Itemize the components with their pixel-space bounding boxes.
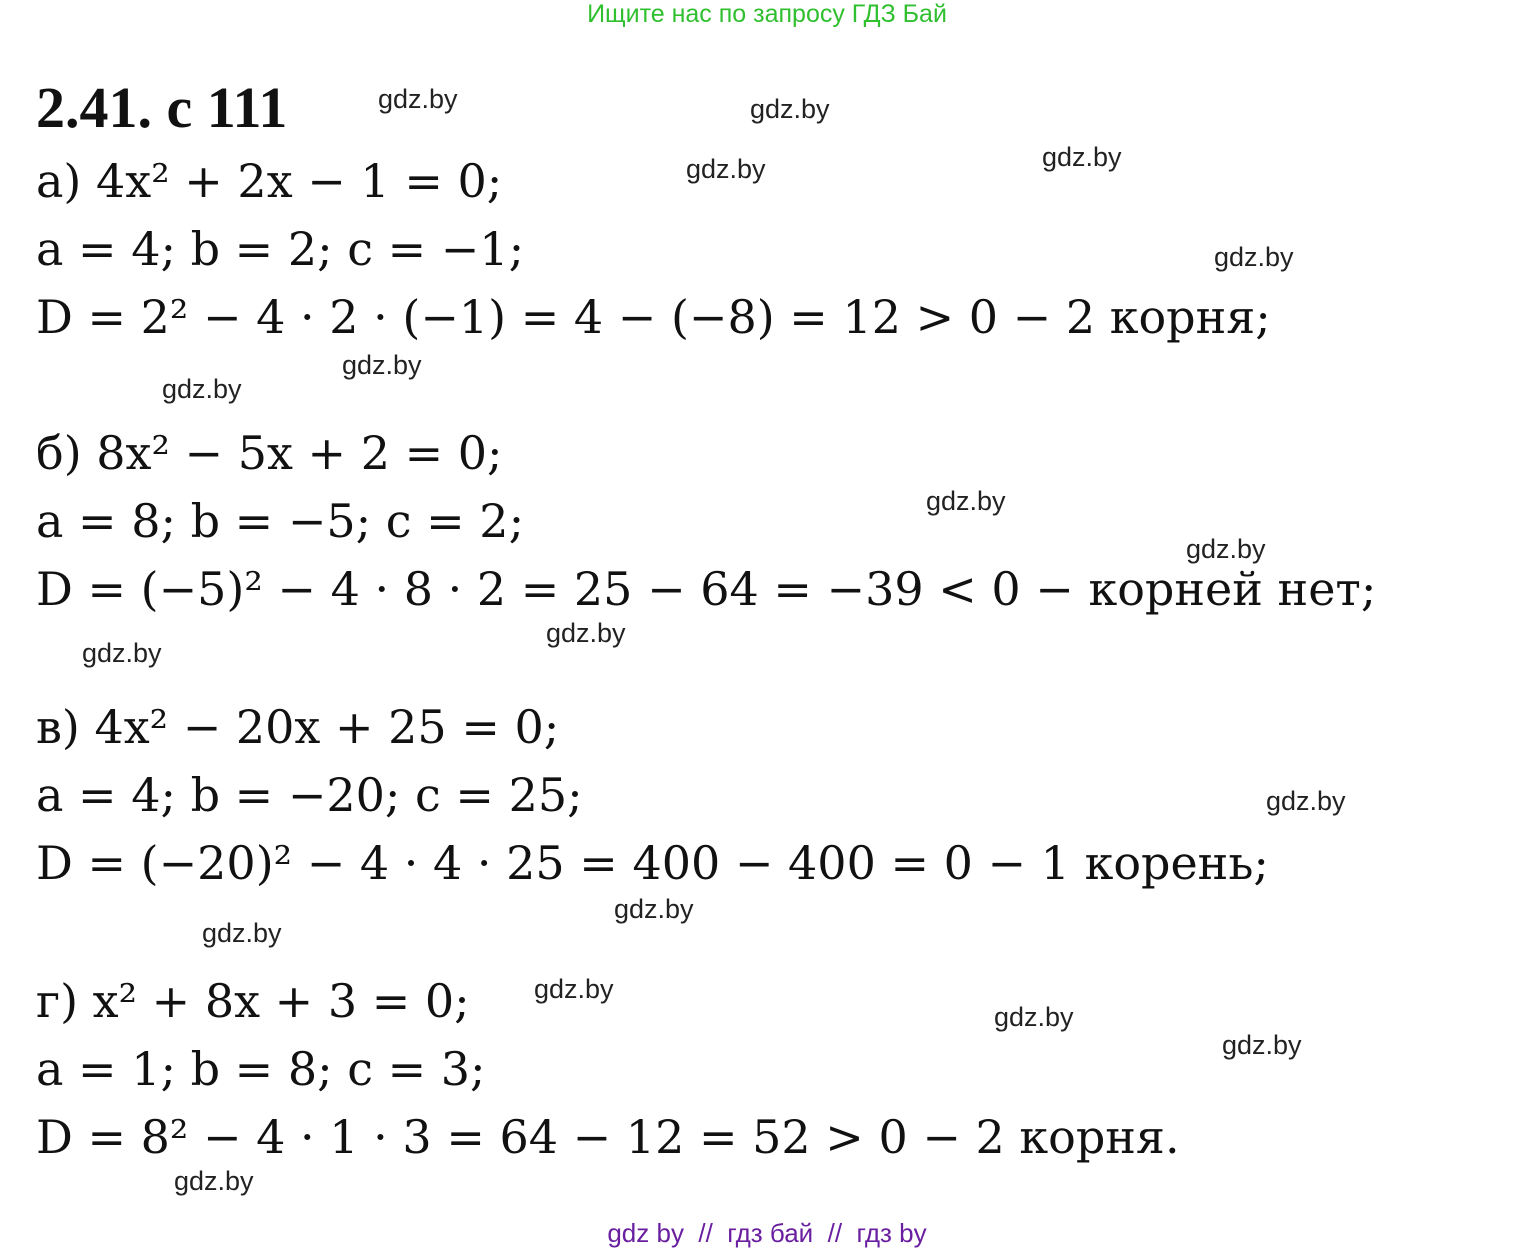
- discriminant-b: D = (−5)² − 4 · 8 · 2 = 25 − 64 = −39 < 0 − корней нет;: [36, 562, 1377, 616]
- watermark: gdz.by: [1186, 534, 1266, 564]
- equation-b: б) 8x² − 5x + 2 = 0;: [36, 426, 503, 480]
- coefficients-c: a = 4; b = −20; c = 25;: [36, 768, 583, 822]
- watermark: gdz.by: [926, 486, 1006, 516]
- watermark: gdz.by: [342, 350, 422, 380]
- discriminant-c: D = (−20)² − 4 · 4 · 25 = 400 − 400 = 0 − 1 корень;: [36, 836, 1269, 890]
- watermark: gdz.by: [686, 154, 766, 184]
- watermark: gdz.by: [994, 1002, 1074, 1032]
- top-banner: Ищите нас по запросу ГДЗ Бай: [587, 0, 947, 28]
- discriminant-a: D = 2² − 4 · 2 · (−1) = 4 − (−8) = 12 > 0 − 2 корня;: [36, 290, 1271, 344]
- watermark: gdz.by: [1042, 142, 1122, 172]
- watermark: gdz.by: [750, 94, 830, 124]
- watermark: gdz.by: [82, 638, 162, 668]
- exercise-title: 2.41. с 111: [36, 75, 288, 140]
- equation-c: в) 4x² − 20x + 25 = 0;: [36, 700, 560, 754]
- watermark: gdz.by: [162, 374, 242, 404]
- watermark: gdz.by: [534, 974, 614, 1004]
- coefficients-d: a = 1; b = 8; c = 3;: [36, 1042, 486, 1096]
- coefficients-b: a = 8; b = −5; c = 2;: [36, 494, 525, 548]
- equation-d: г) x² + 8x + 3 = 0;: [36, 974, 470, 1028]
- coefficients-a: a = 4; b = 2; c = −1;: [36, 222, 525, 276]
- discriminant-d: D = 8² − 4 · 1 · 3 = 64 − 12 = 52 > 0 − 2 корня.: [36, 1110, 1180, 1164]
- watermark: gdz.by: [202, 918, 282, 948]
- watermark: gdz.by: [378, 84, 458, 114]
- watermark: gdz.by: [614, 894, 694, 924]
- watermark: gdz.by: [174, 1166, 254, 1196]
- equation-a: а) 4x² + 2x − 1 = 0;: [36, 154, 503, 208]
- watermark: gdz.by: [1266, 786, 1346, 816]
- footer-links: gdz by // гдз бай // гдз by: [607, 1218, 927, 1248]
- watermark: gdz.by: [1214, 242, 1294, 272]
- watermark: gdz.by: [546, 618, 626, 648]
- watermark: gdz.by: [1222, 1030, 1302, 1060]
